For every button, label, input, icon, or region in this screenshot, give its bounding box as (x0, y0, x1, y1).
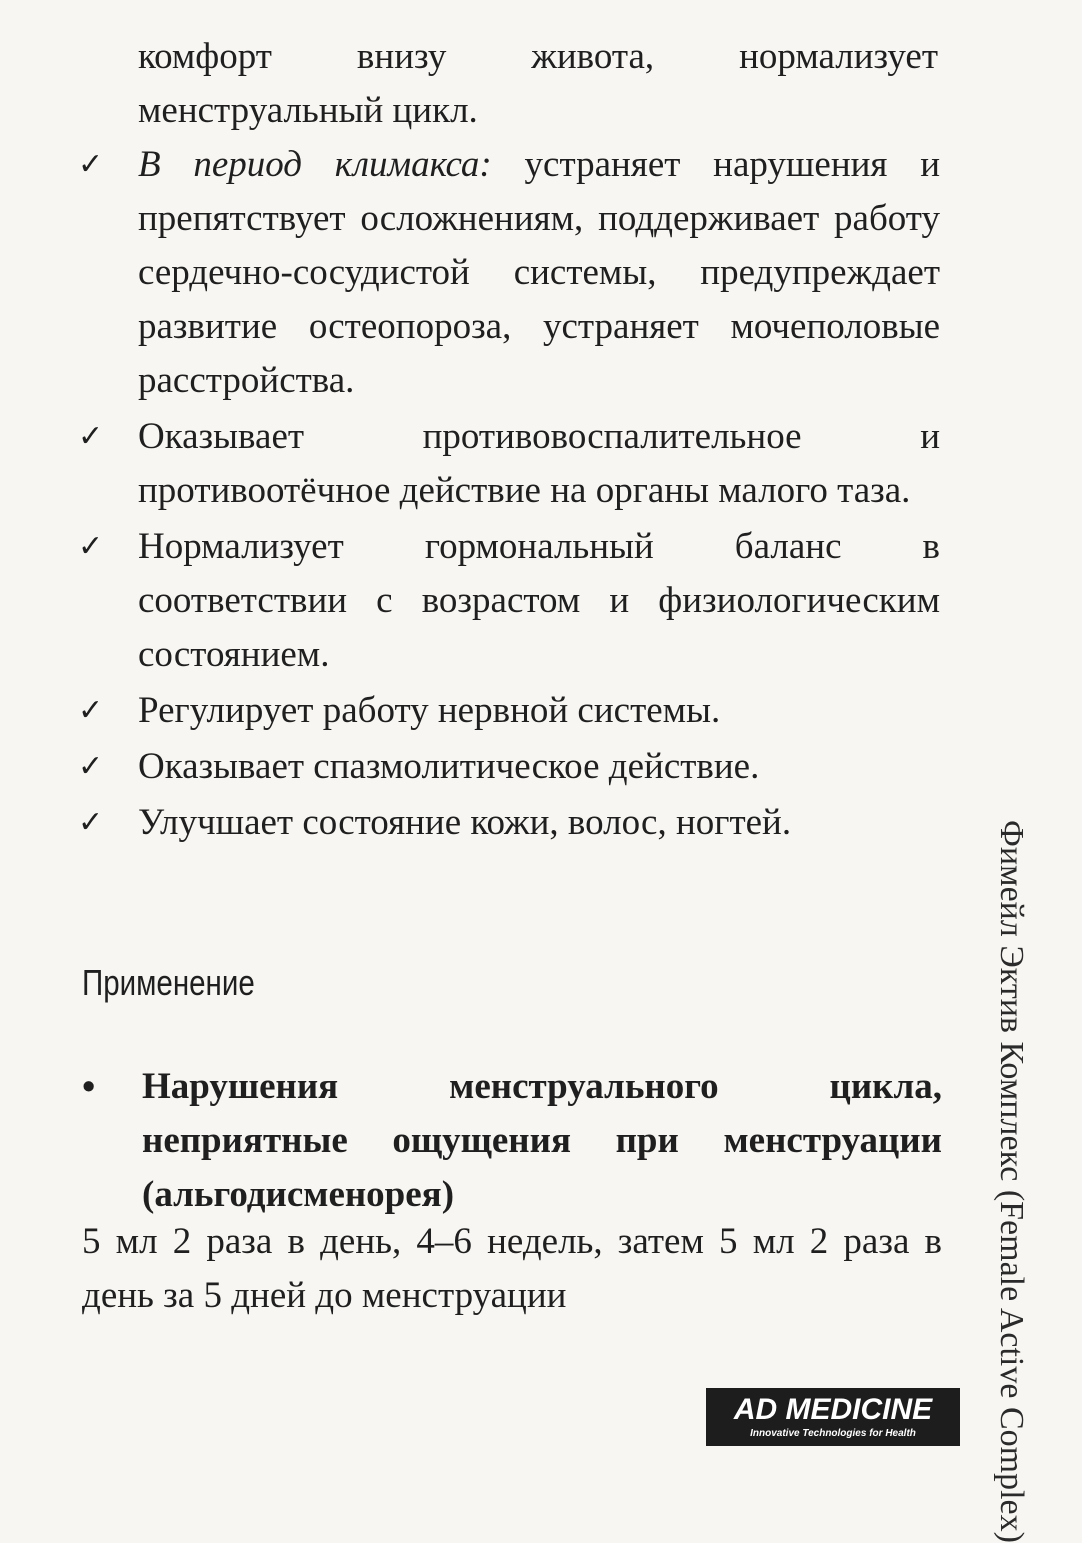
indication-item (82, 1060, 942, 1222)
checklist-item (78, 520, 940, 682)
logo-brand: AD MEDICINE (733, 1393, 933, 1426)
check-icon: ✓ (78, 693, 104, 728)
check-icon: ✓ (78, 749, 104, 784)
check-icon: ✓ (78, 419, 104, 454)
check-icon: ✓ (78, 529, 104, 564)
checklist-text: Оказывает противовоспалительное и противоотёчное действие на органы малого таза. (138, 416, 940, 511)
logo-tagline: Innovative Technologies for Health (750, 1428, 916, 1439)
checklist-item (78, 796, 940, 850)
checklist-text: Улучшает состояние кожи, волос, ногтей. (138, 802, 792, 843)
checklist-item (78, 684, 940, 738)
check-icon: ✓ (78, 805, 104, 840)
checklist-text: Оказывает спазмолитическое действие. (138, 746, 760, 787)
check-icon: ✓ (78, 147, 104, 182)
section-heading: Применение (82, 962, 255, 1003)
checklist-text: Нормализует гормональный баланс в соответствии с возрастом и физиологическим состоянием. (138, 526, 940, 675)
checklist-lead: В период климакса: (138, 144, 492, 185)
checklist-item (78, 740, 940, 794)
running-title: Фимейл Эктив Комплекс (Female Active Complex) (993, 820, 1030, 1543)
brand-logo (706, 1388, 960, 1446)
checklist-item (78, 410, 940, 518)
benefits-checklist (78, 138, 940, 852)
continuation-paragraph: комфорт внизу живота, нормализует менструальный цикл. (138, 36, 938, 131)
checklist-item (78, 138, 940, 408)
bullet-icon: • (82, 1066, 96, 1108)
checklist-text: Регулирует работу нервной системы. (138, 690, 721, 731)
checklist-text: устраняет нарушения и препятствует осложнениям, поддерживает работу сердечно-сосудистой системы, предупреждает развитие остеопороза, устраняет мочеполовые расстройства. (138, 144, 940, 401)
indication-text: Нарушения менструального цикла, неприятные ощущения при менструации (альгодисменорея) (142, 1066, 942, 1215)
dosage-text: 5 мл 2 раза в день, 4–6 недель, затем 5 мл 2 раза в день за 5 дней до менструации (82, 1221, 942, 1316)
